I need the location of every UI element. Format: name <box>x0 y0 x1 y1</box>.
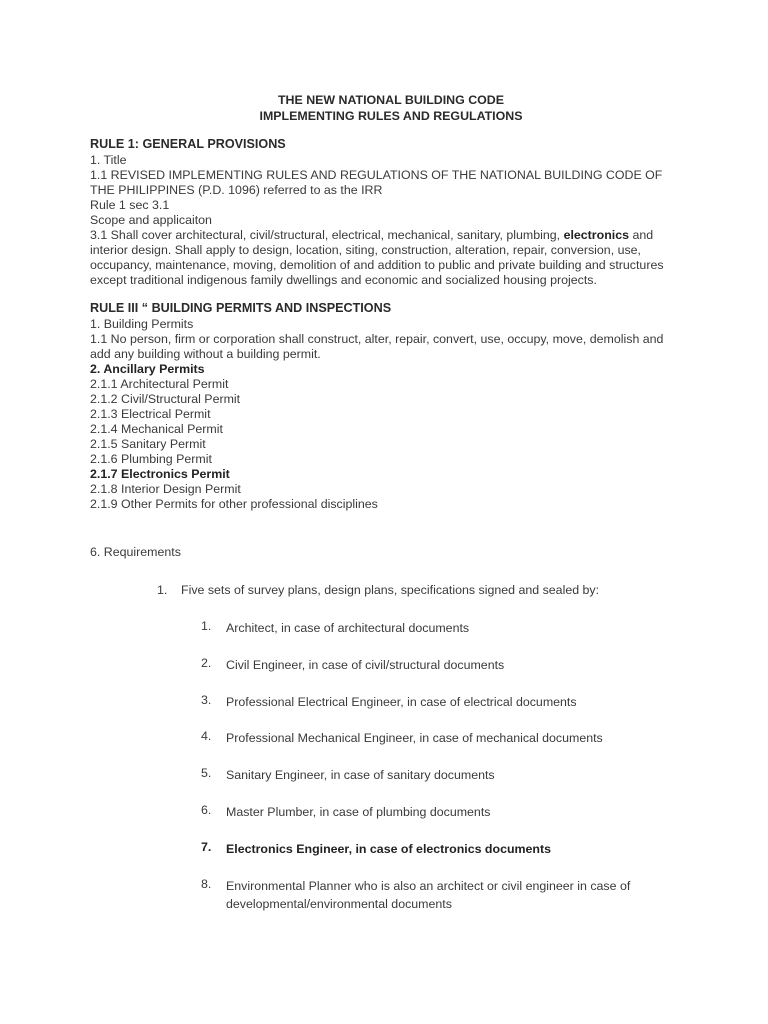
requirements-heading: 6. Requirements <box>90 545 181 559</box>
list-text: Environmental Planner who is also an architect or civil engineer in case of developmental/environmental documents <box>226 878 631 911</box>
text-line: 1. Building Permits <box>90 317 194 331</box>
list-text: Sanitary Engineer, in case of sanitary documents <box>226 768 495 783</box>
requirement-item <box>157 583 677 598</box>
permit-item: 2.1.3 Electrical Permit <box>90 407 211 421</box>
list-text: Master Plumber, in case of plumbing documents <box>226 805 491 819</box>
list-number: 8. <box>201 876 212 891</box>
text-segment: 3.1 Shall cover architectural, civil/structural, electrical, mechanical, sanitary, plumbing, <box>90 228 564 242</box>
list-text: Professional Mechanical Engineer, in case of mechanical documents <box>226 731 603 746</box>
permit-item: 2.1.6 Plumbing Permit <box>90 452 212 466</box>
text-line: interior design. Shall apply to design, location, siting, construction, alteration, repair, conversion, use, <box>90 243 642 257</box>
section-heading: RULE III “ BUILDING PERMITS AND INSPECTIONS <box>90 301 392 315</box>
section-requirements <box>90 545 680 560</box>
text-line: add any building without a building permit. <box>90 347 321 361</box>
permit-item: 2.1.8 Interior Design Permit <box>90 482 241 496</box>
section-general-provisions <box>90 137 680 288</box>
list-number: 3. <box>201 692 212 707</box>
list-number: 7. <box>201 839 212 854</box>
section-heading: RULE 1: GENERAL PROVISIONS <box>90 137 286 151</box>
text-line: Rule 1 sec 3.1 <box>90 198 170 212</box>
text-line: Scope and applicaiton <box>90 213 212 227</box>
list-number: 4. <box>201 729 212 744</box>
list-text: Civil Engineer, in case of civil/structural documents <box>226 657 505 672</box>
permit-item: 2.1.2 Civil/Structural Permit <box>90 392 241 406</box>
text-line: 1.1 REVISED IMPLEMENTING RULES AND REGULATIONS OF THE NATIONAL BUILDING CODE OF <box>90 168 663 182</box>
text-line: 1.1 No person, firm or corporation shall construct, alter, repair, convert, use, occupy, move, demolish and <box>90 332 664 346</box>
permit-item: 2.1.5 Sanitary Permit <box>90 437 206 451</box>
list-text: Architect, in case of architectural documents <box>226 621 470 635</box>
list-number: 6. <box>201 803 212 817</box>
list-number: 1. <box>157 583 168 597</box>
list-text: Five sets of survey plans, design plans, specifications signed and sealed by: <box>181 583 600 597</box>
text-line: 1. Title <box>90 153 127 167</box>
list-number: 5. <box>201 766 212 781</box>
list-text: Electronics Engineer, in case of electronics documents <box>226 841 552 856</box>
text-line: occupancy, maintenance, moving, demolition of and addition to public and private building and structures <box>90 258 664 272</box>
text-line: THE PHILIPPINES (P.D. 1096) referred to as the IRR <box>90 183 383 197</box>
title-line-1: THE NEW NATIONAL BUILDING CODE <box>277 93 504 107</box>
permit-item: 2.1.9 Other Permits for other professional disciplines <box>90 497 378 511</box>
text-line <box>90 228 680 243</box>
permit-list <box>90 377 680 512</box>
text-segment: and <box>629 228 654 242</box>
permit-item: 2.1.1 Architectural Permit <box>90 377 229 391</box>
list-number: 1. <box>201 619 212 633</box>
permit-item: 2.1.4 Mechanical Permit <box>90 422 223 436</box>
list-text: Professional Electrical Engineer, in case of electrical documents <box>226 694 577 709</box>
ancillary-heading: 2. Ancillary Permits <box>90 362 205 376</box>
text-line: except traditional indigenous family dwellings and economic and socialized housing projects. <box>90 273 597 287</box>
list-number: 2. <box>201 655 212 670</box>
document-title <box>0 93 768 124</box>
title-line-2: IMPLEMENTING RULES AND REGULATIONS <box>259 108 523 123</box>
text-segment-bold: electronics <box>563 228 629 242</box>
permit-item: 2.1.7 Electronics Permit <box>90 467 230 481</box>
section-building-permits <box>90 301 680 512</box>
